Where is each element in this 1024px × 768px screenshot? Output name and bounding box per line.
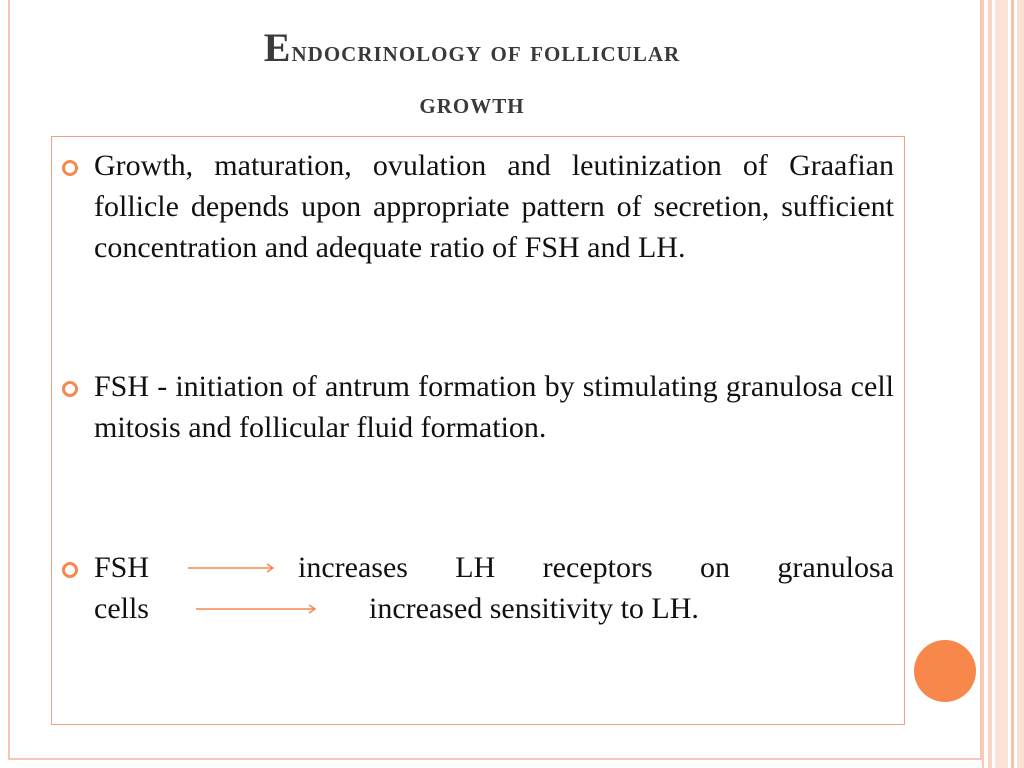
decorative-stripes [982, 0, 1024, 768]
stripe [982, 0, 984, 768]
bullet-3-line-2-end: increased sensitivity to LH. [369, 592, 699, 625]
bullet-icon [62, 160, 78, 176]
arrow-right-icon [188, 563, 276, 573]
bullet-text: FSH - initiation of antrum formation by stimulating granulosa cell mitosis and follicular fluid formation. [94, 370, 894, 444]
content-box [51, 136, 905, 725]
stripe [1017, 0, 1024, 768]
bullet-3-line-2-start: cells [94, 592, 149, 625]
title-line-1 [92, 22, 852, 78]
bullet-3-line-1-end: increases LH receptors on granulosa [298, 551, 894, 584]
slide-title [92, 22, 852, 130]
stripe [995, 0, 1008, 768]
title-line-1-rest: ndocrinology of follicular [291, 35, 681, 68]
stripe [1011, 0, 1014, 768]
bullet-3-line-1-start: FSH [94, 551, 150, 584]
decorative-circle [914, 640, 976, 702]
title-initial: E [263, 25, 292, 70]
stripe [988, 0, 992, 768]
title-line-2: growth [419, 87, 525, 120]
bullet-text: Growth, maturation, ovulation and leutinization of Graafian follicle depends upon appropriate pattern of secretion, sufficient concentration and adequate ratio of FSH and LH. [94, 149, 894, 264]
bullet-icon [62, 562, 78, 578]
arrow-right-icon [196, 604, 318, 614]
bullet-icon [62, 381, 78, 397]
